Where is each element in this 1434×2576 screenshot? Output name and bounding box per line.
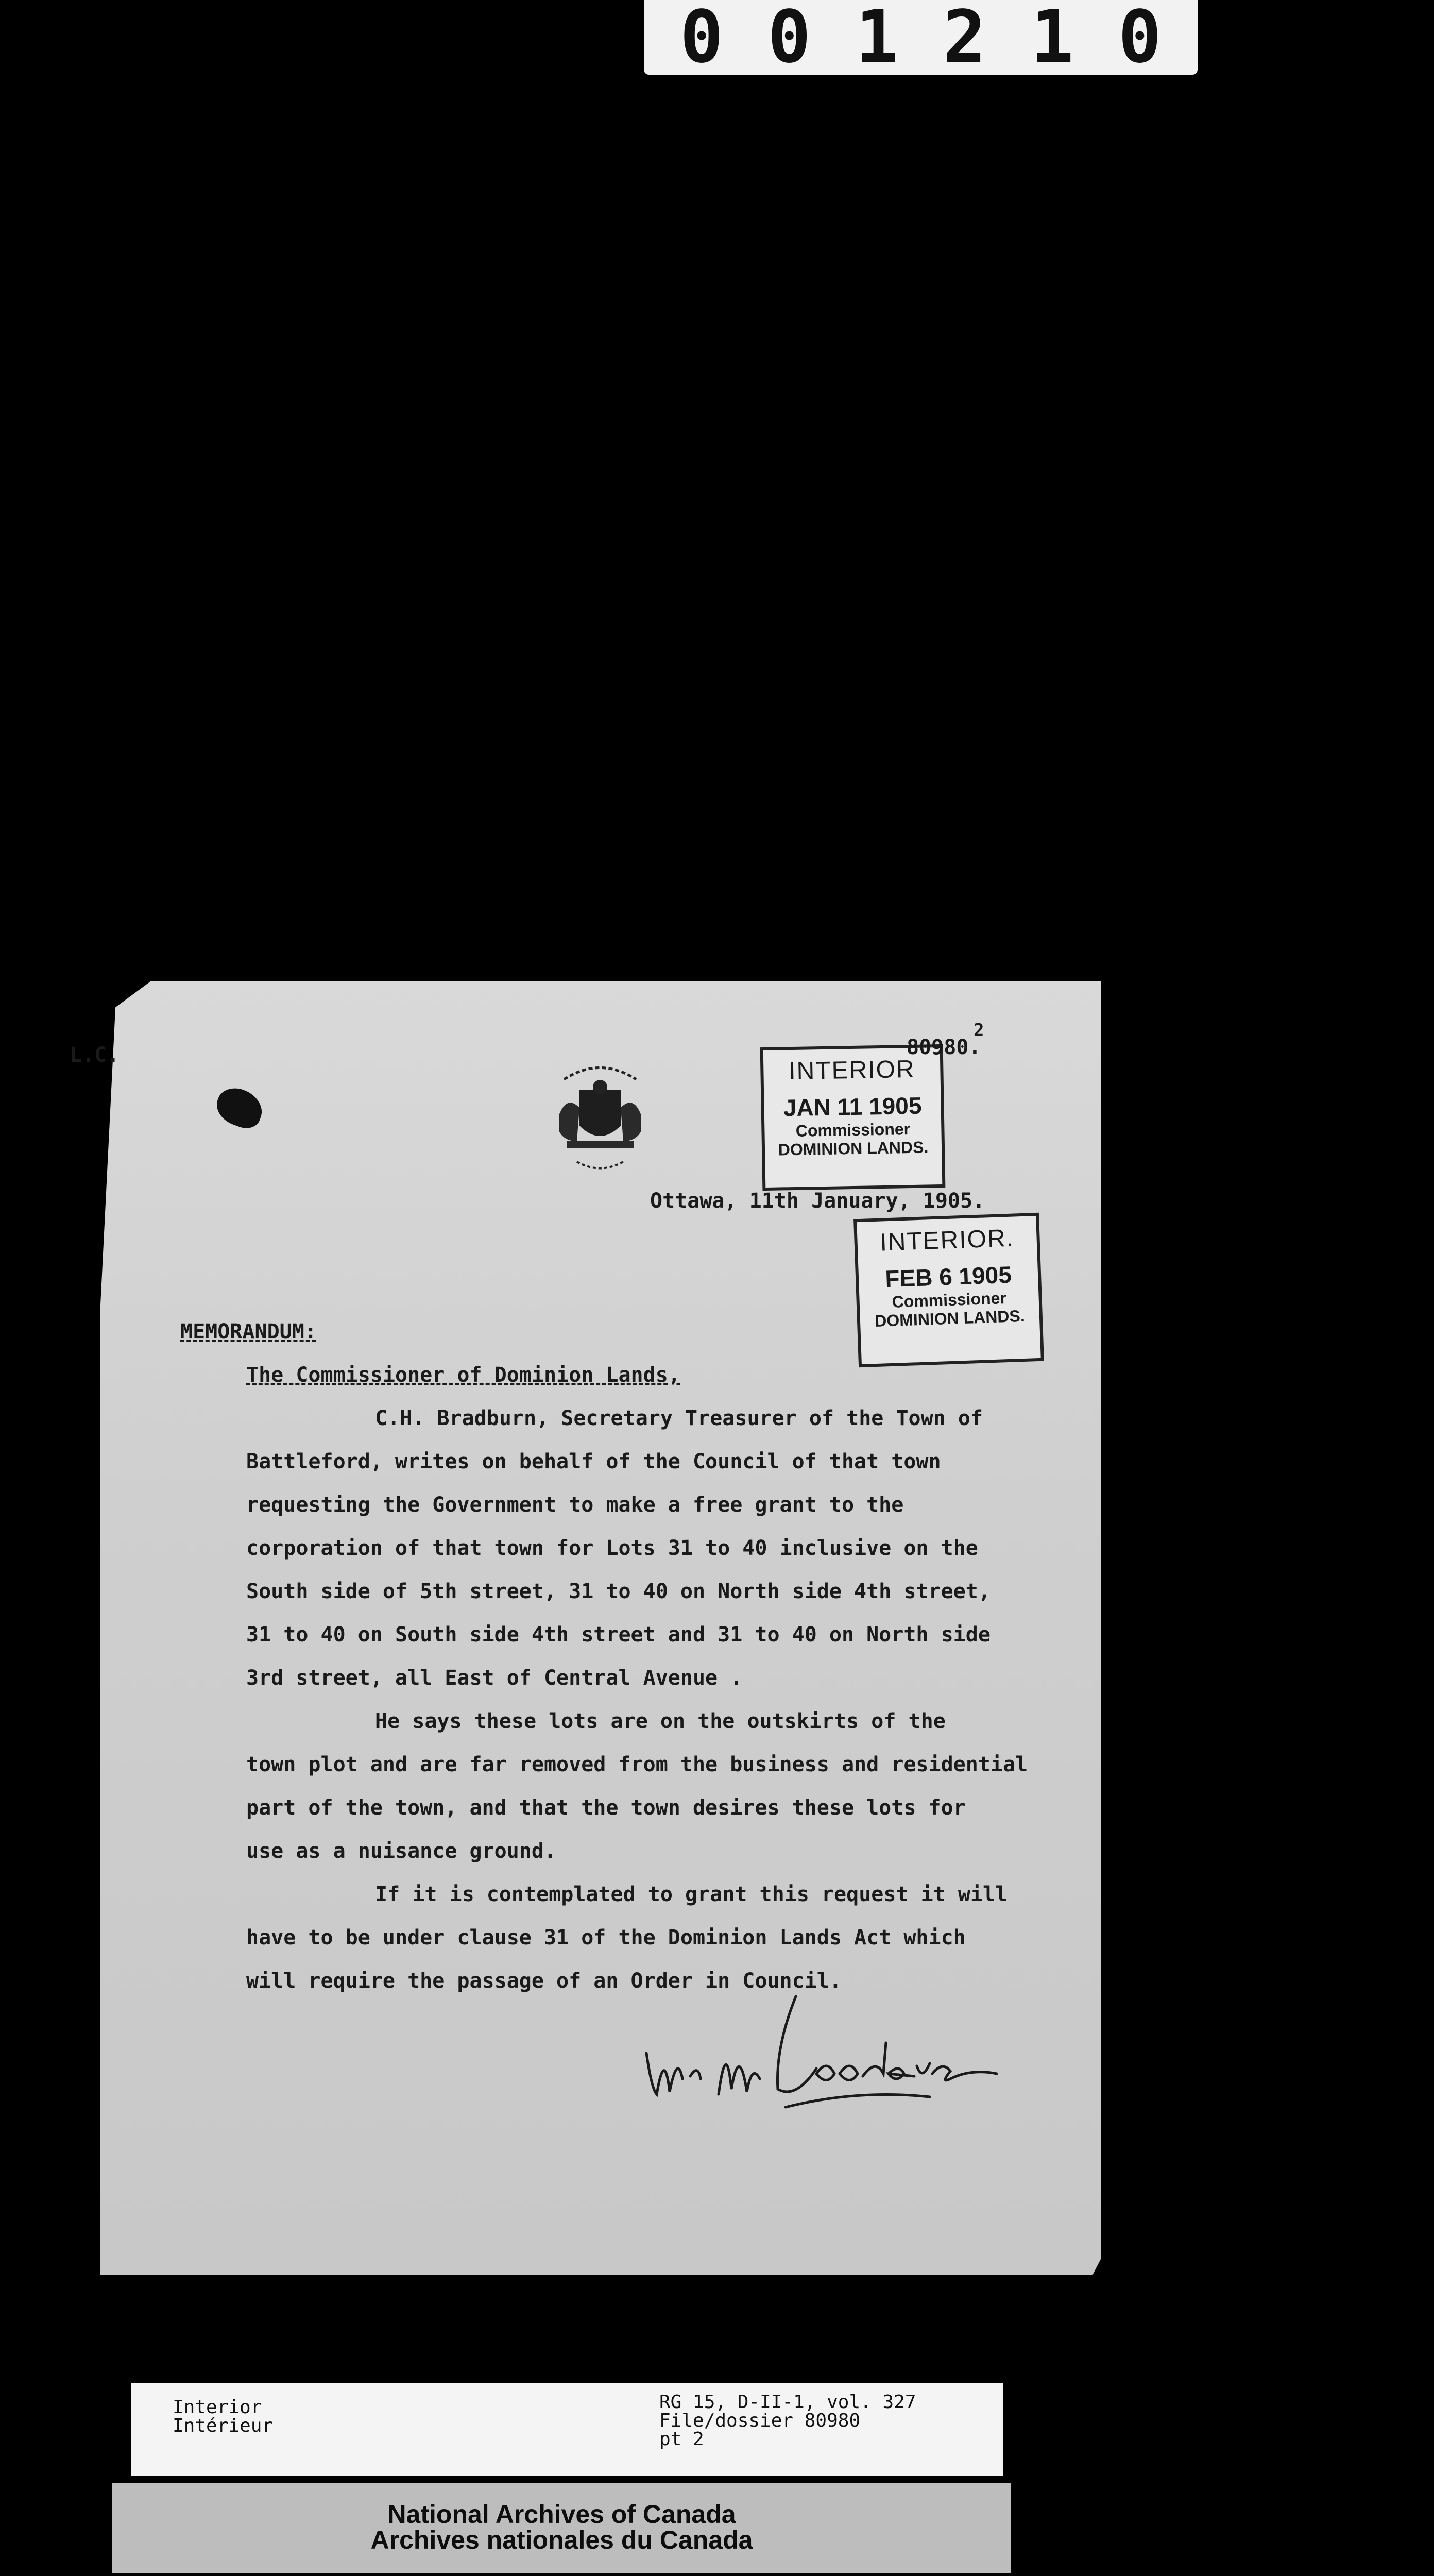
department-crest-icon <box>549 1059 652 1177</box>
stamp-date: FEB 6 1905 <box>884 1261 1012 1293</box>
part-number: pt 2 <box>659 2429 704 2450</box>
body-line: have to be under clause 31 of the Dominion Lands Act which <box>246 1926 966 1950</box>
frame-digit: 0 <box>1118 0 1162 79</box>
frame-digit: 2 <box>943 0 986 79</box>
stamp-line: DOMINION LANDS. <box>778 1138 929 1159</box>
stamp-heading: INTERIOR. <box>879 1224 1015 1257</box>
stamp-line: Commissioner <box>891 1289 1007 1311</box>
body-line: South side of 5th street, 31 to 40 on North side 4th street, <box>246 1580 991 1603</box>
frame-digit: 0 <box>767 0 811 79</box>
frame-number-strip <box>644 0 1198 79</box>
department-name-fr: Intérieur <box>173 2415 274 2436</box>
body-line: town plot and are far removed from the business and residential <box>246 1753 1028 1776</box>
stamp-date: JAN 11 1905 <box>783 1092 922 1122</box>
frame-digit: 0 <box>680 0 724 79</box>
body-line: use as a nuisance ground. <box>246 1839 557 1863</box>
record-group: RG 15, D-II-1, vol. 327 <box>659 2392 916 2413</box>
memo-heading: MEMORANDUM: <box>180 1320 317 1344</box>
body-line: corporation of that town for Lots 31 to 40 inclusive on the <box>246 1536 978 1560</box>
file-number: 80980. <box>907 1036 981 1059</box>
frame-digit: 1 <box>1030 0 1074 79</box>
body-line: If it is contemplated to grant this request it will <box>375 1883 1008 1906</box>
body-line: C.H. Bradburn, Secretary Treasurer of the Town of <box>375 1406 983 1430</box>
date-line: Ottawa, 11th January, 1905. <box>650 1189 985 1213</box>
received-stamp <box>760 1044 946 1191</box>
archives-name-fr: Archives nationales du Canada <box>370 2526 753 2554</box>
stamp-line: DOMINION LANDS. <box>874 1306 1026 1331</box>
stamp-line: Commissioner <box>795 1120 911 1140</box>
archives-name-en: National Archives of Canada <box>387 2500 736 2529</box>
file-reference: File/dossier 80980 <box>659 2410 861 2431</box>
received-stamp <box>853 1213 1044 1367</box>
body-line: part of the town, and that the town desires these lots for <box>246 1796 966 1820</box>
file-part-number: 2 <box>974 1020 984 1041</box>
body-line: He says these lots are on the outskirts of the <box>375 1709 946 1733</box>
archive-reference-label <box>131 2383 1003 2476</box>
body-line: will require the passage of an Order in Council. <box>246 1969 842 1993</box>
stamp-heading: INTERIOR <box>788 1055 916 1086</box>
corner-mark: L.C. <box>70 1043 120 1067</box>
body-line: Battleford, writes on behalf of the Council of that town <box>246 1450 941 1473</box>
body-line: 31 to 40 on South side 4th street and 31 to 40 on North side <box>246 1623 991 1647</box>
department-name: Interior <box>173 2397 262 2418</box>
body-line: 3rd street, all East of Central Avenue . <box>246 1666 743 1690</box>
addressee-line: The Commissioner of Dominion Lands, <box>246 1363 680 1387</box>
archives-banner <box>112 2483 1011 2573</box>
frame-digit: 1 <box>855 0 899 79</box>
handwritten-signature <box>641 1986 1002 2120</box>
body-line: requesting the Government to make a free grant to the <box>246 1493 904 1517</box>
